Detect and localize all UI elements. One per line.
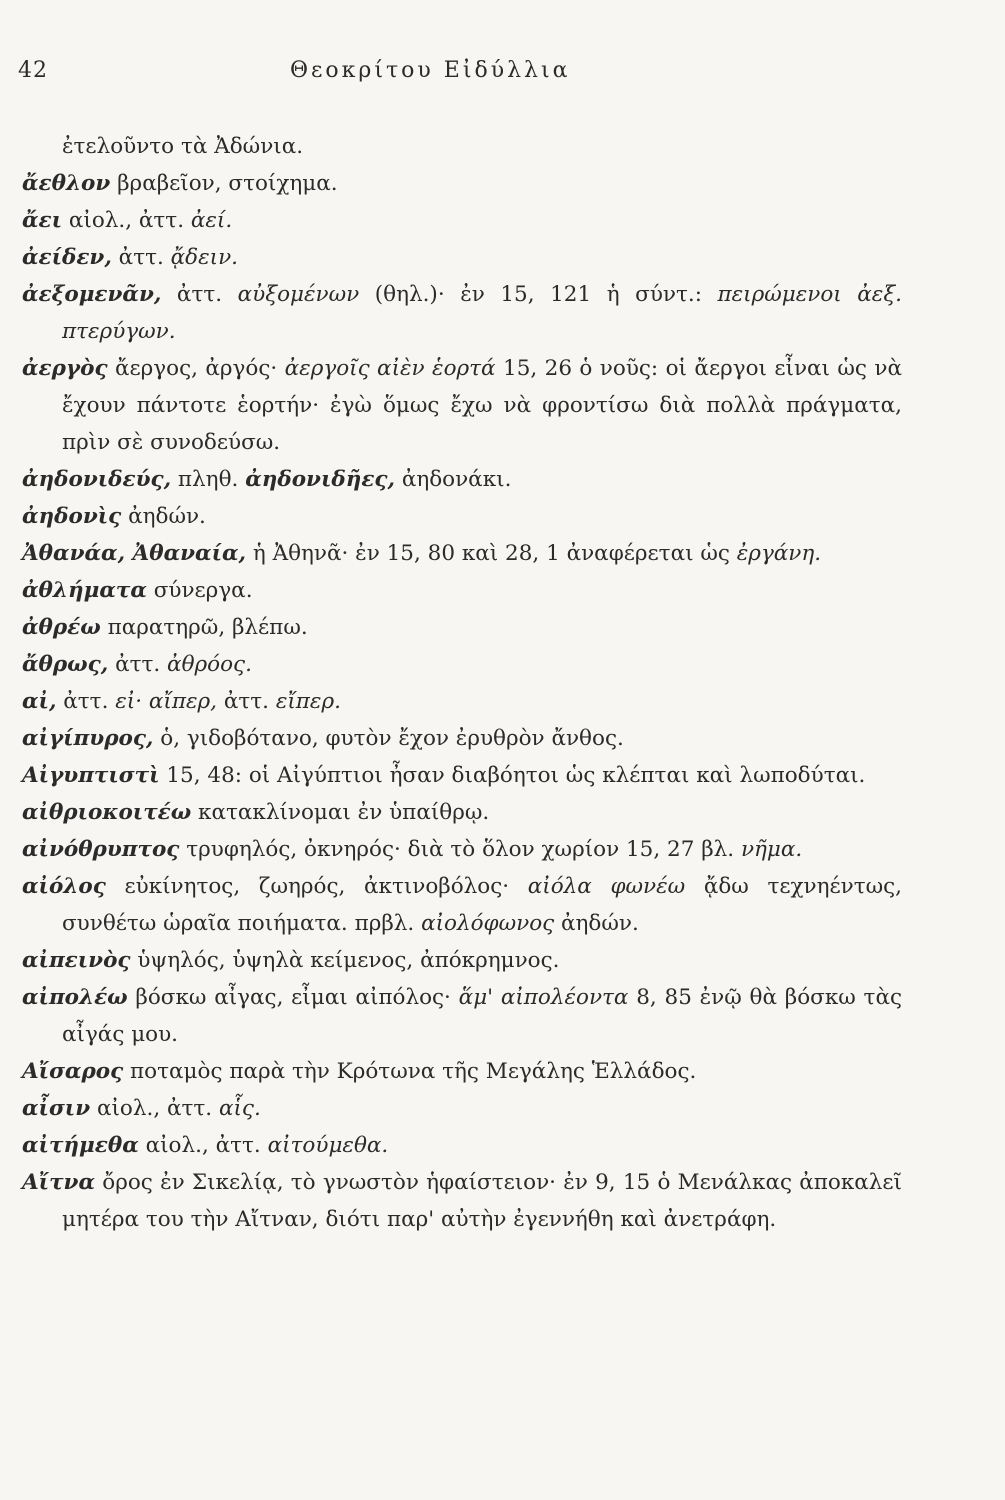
entry-text <box>142 689 149 714</box>
glossary-entry <box>22 498 902 535</box>
entry-italic-text: ἅμ' αἰπολέοντα <box>458 985 629 1010</box>
glossary-entry <box>22 535 902 572</box>
entry-italic-text: εἴπερ. <box>275 689 341 714</box>
entry-lemma: αἰθριοκοιτέω <box>22 800 192 825</box>
entry-text: ἀηδονάκι. <box>394 467 512 492</box>
entry-text: ἀηδών. <box>121 504 206 529</box>
glossary-entry <box>22 720 902 757</box>
glossary-entry <box>22 757 902 794</box>
glossary-entry <box>22 646 902 683</box>
glossary-entry <box>22 1053 902 1090</box>
page-header <box>18 58 918 92</box>
entry-lemma: ἀείδεν, <box>22 245 112 270</box>
entry-text: 8, 85 ἐνῷ θὰ βόσκω τὰς αἶγάς μου. <box>62 985 903 1047</box>
page-number: 42 <box>18 58 48 83</box>
entry-text: αἰολ., ἀττ. <box>62 208 191 233</box>
entry-text: ποταμὸς παρὰ τὴν Κρότωνα τῆς Μεγάλης Ἑλλάδος. <box>123 1059 697 1084</box>
entry-text: αἰολ., ἀττ. <box>138 1133 268 1158</box>
entry-text: αἰολ., ἀττ. <box>90 1096 219 1121</box>
entry-text: παρατηρῶ, βλέπω. <box>100 615 308 640</box>
glossary-entry <box>22 350 902 461</box>
entry-text: 15, 48: οἱ Αἰγύπτιοι ἦσαν διαβόητοι ὡς κλέπται καὶ λωποδύται. <box>159 763 866 788</box>
glossary-entry <box>22 1090 902 1127</box>
glossary-entry <box>22 572 902 609</box>
entry-italic-text: πειρώμενοι ἀεξ. πτερύγων. <box>62 282 903 344</box>
entry-lemma: ἄει <box>22 208 63 233</box>
entry-text: ἀττ. <box>108 652 168 677</box>
glossary-entry <box>22 683 902 720</box>
entry-text: ὑψηλός, ὑψηλὰ κείμενος, ἀπόκρημνος. <box>130 948 560 973</box>
glossary-entry <box>22 202 902 239</box>
entry-italic-text: ἐργάνη. <box>736 541 822 566</box>
entry-text: σύνεργα. <box>146 578 253 603</box>
glossary-entry <box>22 609 902 646</box>
entry-text: ἀττ. <box>111 245 171 270</box>
entry-lemma: Αἴσαρος <box>22 1059 124 1084</box>
entry-text: ἀττ. <box>217 689 276 714</box>
entry-italic-text: ᾄδειν. <box>170 245 238 270</box>
entry-italic-text: ἀθρόος. <box>167 652 252 677</box>
entry-lemma: ἀεξομενᾶν, <box>22 282 162 307</box>
entry-text: τρυφηλός, ὀκνηρός· διὰ τὸ ὅλον χωρίον 15, 27 βλ. <box>179 837 741 862</box>
entry-italic-text: αἰτούμεθα. <box>267 1133 389 1158</box>
entry-text: ὁ, γιδοβότανο, φυτὸν ἔχον ἐρυθρὸν ἄνθος. <box>153 726 624 751</box>
entry-lemma: αἰπολέω <box>22 985 128 1010</box>
running-title: Θεοκρίτου Εἰδύλλια <box>290 58 571 83</box>
glossary-entry <box>22 165 902 202</box>
entry-lemma: ἀθρέω <box>22 615 101 640</box>
glossary-entry <box>22 979 902 1053</box>
entry-lemma: αἰγίπυρος, <box>22 726 154 751</box>
entry-lemma: ἀηδονὶς <box>22 504 122 529</box>
entry-text: εὐκίνητος, ζωηρός, ἀκτινοβόλος· <box>105 874 528 899</box>
entry-text: κατακλίνομαι ἐν ὑπαίθρῳ. <box>191 800 490 825</box>
entry-italic-text: νῆμα. <box>740 837 803 862</box>
glossary-entry <box>22 461 902 498</box>
entry-italic-text: ἀεργοῖς αἰὲν ἑορτά <box>284 356 496 381</box>
glossary-entry <box>22 276 902 350</box>
entry-text: ἀηδών. <box>554 911 639 936</box>
entry-text: ἐτελοῦντο τὰ Ἀδώνια. <box>62 134 304 159</box>
entry-italic-text: εἰ· <box>115 689 143 714</box>
entry-lemma: αἰνόθρυπτος <box>22 837 180 862</box>
entry-lemma: Αἴτνα <box>22 1170 96 1195</box>
entry-italic-text: αἴπερ, <box>148 689 217 714</box>
entry-lemma: αἰτήμεθα <box>22 1133 139 1158</box>
entry-lemma: ἀθλήματα <box>22 578 147 603</box>
entry-italic-text: ἀεί. <box>190 208 233 233</box>
entry-lemma: Ἀθανάα, Ἀθαναία, <box>22 541 247 566</box>
entry-lemma-form: ἀηδονιδῆες, <box>245 467 395 492</box>
entry-italic-text: αὐξομένων <box>237 282 360 307</box>
entry-italic-text: αἷς. <box>218 1096 261 1121</box>
entry-lemma: αἶσιν <box>22 1096 91 1121</box>
entry-lemma: ἀηδονιδεύς, <box>22 467 172 492</box>
glossary-entry <box>22 831 902 868</box>
glossary-entry <box>22 794 902 831</box>
entry-italic-text: αἰολόφωνος <box>421 911 555 936</box>
entry-text: βόσκω αἶγας, εἶμαι αἰπόλος· <box>127 985 459 1010</box>
glossary-entry <box>22 868 902 942</box>
entry-text: ἀττ. <box>161 282 238 307</box>
glossary-entry <box>22 1127 902 1164</box>
entry-lemma: ἀεργὸς <box>22 356 108 381</box>
entry-lemma: ἄεθλον <box>22 171 111 196</box>
glossary-entry <box>22 942 902 979</box>
entry-text: 15, 26 ὁ νοῦς: οἱ ἄεργοι εἶναι ὡς νὰ ἔχουν πάντοτε ἑορτήν· ἐγὼ ὅμως ἔχω νὰ φροντίσω διὰ πολλὰ πράγματα, πρὶν σὲ συνοδεύσω. <box>62 356 902 455</box>
entry-text: ἀττ. <box>56 689 116 714</box>
entry-text: ὄρος ἐν Σικελίᾳ, τὸ γνωστὸν ἡφαίστειον· ἐν 9, 15 ὁ Μενάλκας ἀποκαλεῖ μητέρα του τὴν Αἴτναν, διότι παρ' αὐτὴν ἐγεννήθη καὶ ἀνετράφη. <box>62 1170 902 1232</box>
entry-lemma: Αἰγυπτιστὶ <box>22 763 160 788</box>
entry-italic-text: αἰόλα φωνέω <box>527 874 686 899</box>
entry-text: ἄεργος, ἀργός· <box>107 356 285 381</box>
entry-lemma: αἰόλος <box>22 874 106 899</box>
entry-text: ᾄδω τεχνηέντως, συνθέτω ὡραῖα ποιήματα. πρβλ. <box>62 874 902 936</box>
entry-lemma: ἄθρως, <box>22 652 109 677</box>
entry-text: πληθ. <box>171 467 246 492</box>
glossary-entry <box>22 239 902 276</box>
entry-text: βραβεῖον, στοίχημα. <box>110 171 338 196</box>
glossary-entries <box>22 128 902 1238</box>
entry-lemma: αἰπεινὸς <box>22 948 131 973</box>
entry-text: (θηλ.)· ἐν 15, 121 ἡ σύντ.: <box>359 282 718 307</box>
entry-text: ἡ Ἀθηνᾶ· ἐν 15, 80 καὶ 28, 1 ἀναφέρεται ὡς <box>246 541 737 566</box>
entry-lemma: αἰ, <box>22 689 57 714</box>
glossary-entry <box>22 128 902 165</box>
glossary-entry <box>22 1164 902 1238</box>
